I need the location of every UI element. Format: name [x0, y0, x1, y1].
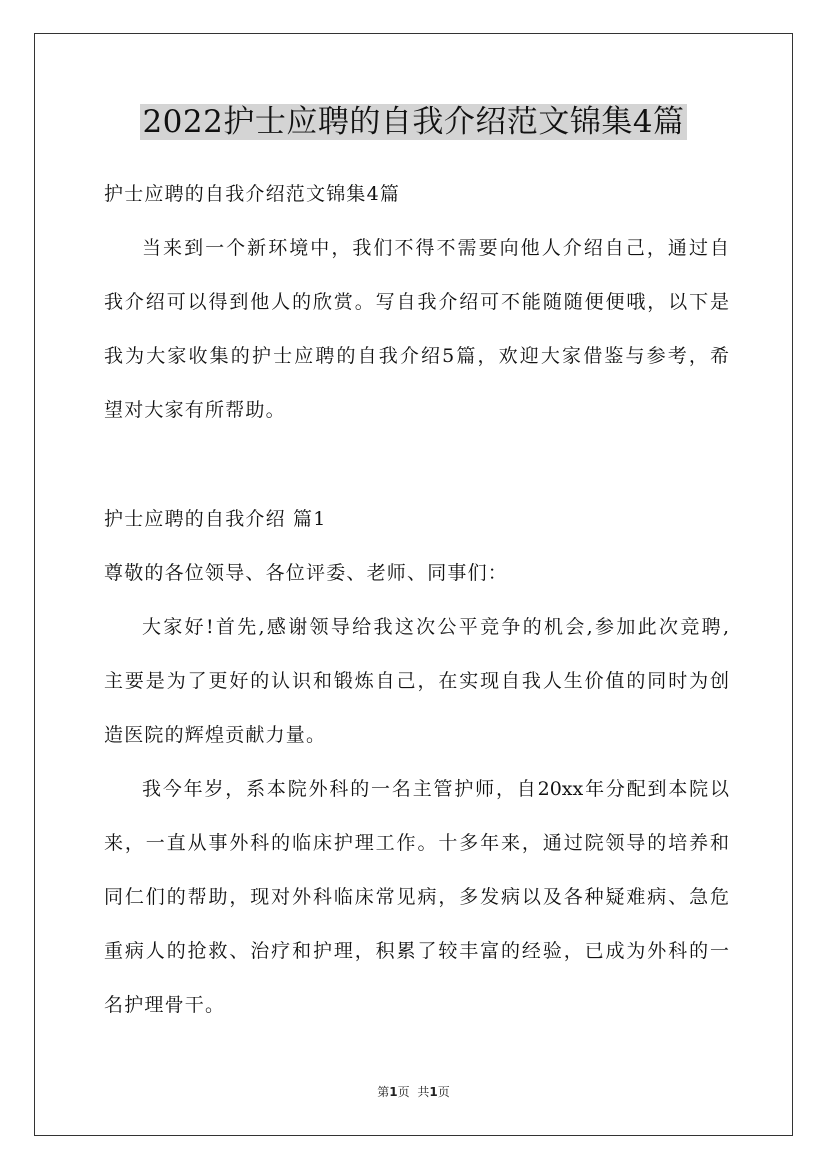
- paragraph-line: 大家好!首先,感谢领导给我这次公平竞争的机会,参加此次竞聘,: [142, 616, 729, 638]
- paragraph-line: 名护理骨干。: [104, 994, 226, 1016]
- paragraph-line: 同仁们的帮助，现对外科临床常见病，多发病以及各种疑难病、急危: [104, 886, 729, 908]
- footer-total-prefix: 共: [417, 1085, 430, 1099]
- paragraph-line: 我今年岁，系本院外科的一名主管护师，自20xx年分配到本院以: [142, 778, 729, 800]
- footer-page-number: 1: [389, 1085, 398, 1099]
- paragraph-line: 重病人的抢救、治疗和护理，积累了较丰富的经验，已成为外科的一: [104, 940, 729, 962]
- paragraph-line: 主要是为了更好的认识和锻炼自己，在实现自我人生价值的同时为创: [104, 670, 729, 692]
- intro-line: 我为大家收集的护士应聘的自我介绍5篇，欢迎大家借鉴与参考，希: [104, 345, 729, 367]
- paragraph-line: 来，一直从事外科的临床护理工作。十多年来，通过院领导的培养和: [104, 832, 729, 854]
- salutation: 尊敬的各位领导、各位评委、老师、同事们：: [104, 562, 509, 584]
- document-subtitle: 护士应聘的自我介绍范文锦集4篇: [104, 183, 401, 205]
- paragraph-line: 造医院的辉煌贡献力量。: [104, 724, 327, 746]
- footer-page-prefix: 第: [377, 1085, 390, 1099]
- footer-page-mid: 页: [397, 1085, 410, 1099]
- footer-total-pages: 1: [429, 1085, 438, 1099]
- document-title-text: 2022护士应聘的自我介绍范文锦集4篇: [142, 104, 685, 140]
- intro-line: 望对大家有所帮助。: [104, 399, 286, 421]
- intro-line: 我介绍可以得到他人的欣赏。写自我介绍可不能随随便便哦，以下是: [104, 291, 729, 313]
- footer-total-suffix: 页: [437, 1085, 450, 1099]
- page-footer: [0, 1083, 827, 1101]
- document-title: [0, 100, 827, 144]
- intro-line: 当来到一个新环境中，我们不得不需要向他人介绍自己，通过自: [142, 237, 729, 259]
- section-heading: 护士应聘的自我介绍 篇1: [104, 508, 327, 530]
